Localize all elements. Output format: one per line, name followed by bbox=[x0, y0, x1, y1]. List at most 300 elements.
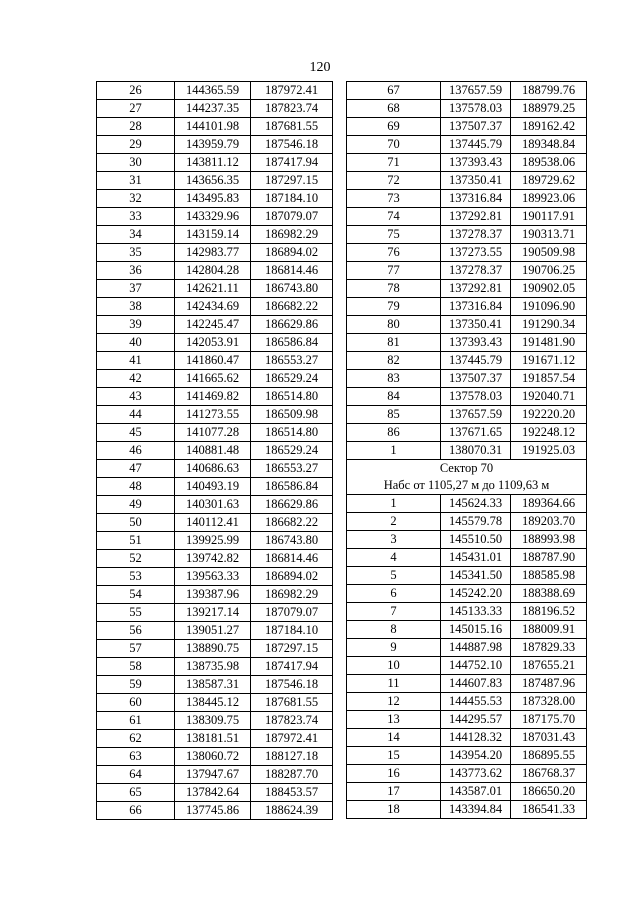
point-number-cell: 58 bbox=[97, 658, 175, 676]
coordinates-table-right bbox=[346, 81, 587, 819]
x-coordinate-cell: 137292.81 bbox=[441, 208, 511, 226]
y-coordinate-cell: 186529.24 bbox=[251, 442, 333, 460]
y-coordinate-cell: 187031.43 bbox=[511, 729, 587, 747]
y-coordinate-cell: 187829.33 bbox=[511, 639, 587, 657]
x-coordinate-cell: 143811.12 bbox=[175, 154, 251, 172]
point-number-cell: 51 bbox=[97, 532, 175, 550]
x-coordinate-cell: 144887.98 bbox=[441, 639, 511, 657]
x-coordinate-cell: 143394.84 bbox=[441, 801, 511, 819]
point-number-cell: 76 bbox=[347, 244, 441, 262]
table-row bbox=[347, 406, 587, 424]
table-row bbox=[347, 118, 587, 136]
x-coordinate-cell: 138890.75 bbox=[175, 640, 251, 658]
point-number-cell: 66 bbox=[97, 802, 175, 820]
point-number-cell: 1 bbox=[347, 495, 441, 513]
x-coordinate-cell: 143587.01 bbox=[441, 783, 511, 801]
x-coordinate-cell: 142434.69 bbox=[175, 298, 251, 316]
table-row bbox=[347, 657, 587, 675]
point-number-cell: 15 bbox=[347, 747, 441, 765]
point-number-cell: 65 bbox=[97, 784, 175, 802]
table-row bbox=[347, 513, 587, 531]
table-row bbox=[347, 549, 587, 567]
point-number-cell: 77 bbox=[347, 262, 441, 280]
y-coordinate-cell: 189729.62 bbox=[511, 172, 587, 190]
sector-subheader-row bbox=[347, 477, 587, 495]
point-number-cell: 8 bbox=[347, 621, 441, 639]
x-coordinate-cell: 141860.47 bbox=[175, 352, 251, 370]
table-row bbox=[347, 244, 587, 262]
point-number-cell: 9 bbox=[347, 639, 441, 657]
x-coordinate-cell: 137842.64 bbox=[175, 784, 251, 802]
point-number-cell: 35 bbox=[97, 244, 175, 262]
point-number-cell: 48 bbox=[97, 478, 175, 496]
table-row bbox=[347, 316, 587, 334]
table-row bbox=[97, 784, 333, 802]
x-coordinate-cell: 143159.14 bbox=[175, 226, 251, 244]
table-row bbox=[97, 298, 333, 316]
y-coordinate-cell: 187681.55 bbox=[251, 118, 333, 136]
y-coordinate-cell: 187417.94 bbox=[251, 658, 333, 676]
y-coordinate-cell: 187079.07 bbox=[251, 208, 333, 226]
point-number-cell: 6 bbox=[347, 585, 441, 603]
table-row bbox=[347, 388, 587, 406]
point-number-cell: 2 bbox=[347, 513, 441, 531]
point-number-cell: 68 bbox=[347, 100, 441, 118]
x-coordinate-cell: 144237.35 bbox=[175, 100, 251, 118]
point-number-cell: 36 bbox=[97, 262, 175, 280]
table-row bbox=[347, 298, 587, 316]
table-row bbox=[97, 190, 333, 208]
table-row bbox=[97, 586, 333, 604]
x-coordinate-cell: 138070.31 bbox=[441, 442, 511, 460]
x-coordinate-cell: 138587.31 bbox=[175, 676, 251, 694]
table-row bbox=[347, 208, 587, 226]
y-coordinate-cell: 186514.80 bbox=[251, 388, 333, 406]
y-coordinate-cell: 188993.98 bbox=[511, 531, 587, 549]
x-coordinate-cell: 144295.57 bbox=[441, 711, 511, 729]
point-number-cell: 17 bbox=[347, 783, 441, 801]
table-row bbox=[97, 694, 333, 712]
y-coordinate-cell: 186586.84 bbox=[251, 334, 333, 352]
sector-subtitle: Набс от 1105,27 м до 1109,63 м bbox=[347, 477, 587, 495]
y-coordinate-cell: 190117.91 bbox=[511, 208, 587, 226]
x-coordinate-cell: 137316.84 bbox=[441, 190, 511, 208]
point-number-cell: 29 bbox=[97, 136, 175, 154]
y-coordinate-cell: 188127.18 bbox=[251, 748, 333, 766]
y-coordinate-cell: 190509.98 bbox=[511, 244, 587, 262]
y-coordinate-cell: 187546.18 bbox=[251, 676, 333, 694]
point-number-cell: 1 bbox=[347, 442, 441, 460]
table-row bbox=[97, 802, 333, 820]
x-coordinate-cell: 137445.79 bbox=[441, 136, 511, 154]
x-coordinate-cell: 140493.19 bbox=[175, 478, 251, 496]
x-coordinate-cell: 140112.41 bbox=[175, 514, 251, 532]
table-row bbox=[97, 388, 333, 406]
coordinates-table-right-body-bottom bbox=[347, 495, 587, 819]
x-coordinate-cell: 137507.37 bbox=[441, 118, 511, 136]
x-coordinate-cell: 144101.98 bbox=[175, 118, 251, 136]
y-coordinate-cell: 187417.94 bbox=[251, 154, 333, 172]
y-coordinate-cell: 188388.69 bbox=[511, 585, 587, 603]
table-row bbox=[347, 280, 587, 298]
y-coordinate-cell: 188979.25 bbox=[511, 100, 587, 118]
table-row bbox=[97, 748, 333, 766]
y-coordinate-cell: 188799.76 bbox=[511, 82, 587, 100]
table-row bbox=[97, 82, 333, 100]
y-coordinate-cell: 188787.90 bbox=[511, 549, 587, 567]
point-number-cell: 42 bbox=[97, 370, 175, 388]
y-coordinate-cell: 187487.96 bbox=[511, 675, 587, 693]
table-row bbox=[97, 766, 333, 784]
x-coordinate-cell: 137657.59 bbox=[441, 82, 511, 100]
point-number-cell: 84 bbox=[347, 388, 441, 406]
point-number-cell: 39 bbox=[97, 316, 175, 334]
y-coordinate-cell: 191096.90 bbox=[511, 298, 587, 316]
y-coordinate-cell: 186768.37 bbox=[511, 765, 587, 783]
x-coordinate-cell: 139563.33 bbox=[175, 568, 251, 586]
y-coordinate-cell: 186814.46 bbox=[251, 262, 333, 280]
point-number-cell: 63 bbox=[97, 748, 175, 766]
table-row bbox=[347, 82, 587, 100]
point-number-cell: 44 bbox=[97, 406, 175, 424]
table-row bbox=[97, 550, 333, 568]
point-number-cell: 61 bbox=[97, 712, 175, 730]
y-coordinate-cell: 187972.41 bbox=[251, 82, 333, 100]
point-number-cell: 81 bbox=[347, 334, 441, 352]
x-coordinate-cell: 137393.43 bbox=[441, 154, 511, 172]
table-row bbox=[97, 712, 333, 730]
x-coordinate-cell: 137657.59 bbox=[441, 406, 511, 424]
point-number-cell: 43 bbox=[97, 388, 175, 406]
y-coordinate-cell: 188196.52 bbox=[511, 603, 587, 621]
y-coordinate-cell: 187297.15 bbox=[251, 172, 333, 190]
x-coordinate-cell: 144455.53 bbox=[441, 693, 511, 711]
y-coordinate-cell: 188287.70 bbox=[251, 766, 333, 784]
table-row bbox=[97, 208, 333, 226]
y-coordinate-cell: 192248.12 bbox=[511, 424, 587, 442]
y-coordinate-cell: 187079.07 bbox=[251, 604, 333, 622]
point-number-cell: 82 bbox=[347, 352, 441, 370]
x-coordinate-cell: 139925.99 bbox=[175, 532, 251, 550]
table-row bbox=[97, 532, 333, 550]
table-row bbox=[97, 118, 333, 136]
coordinates-table-left bbox=[96, 81, 333, 820]
x-coordinate-cell: 138445.12 bbox=[175, 694, 251, 712]
y-coordinate-cell: 189348.84 bbox=[511, 136, 587, 154]
y-coordinate-cell: 191290.34 bbox=[511, 316, 587, 334]
sector-header bbox=[347, 460, 587, 495]
y-coordinate-cell: 187184.10 bbox=[251, 622, 333, 640]
y-coordinate-cell: 190313.71 bbox=[511, 226, 587, 244]
table-row bbox=[347, 621, 587, 639]
x-coordinate-cell: 141077.28 bbox=[175, 424, 251, 442]
point-number-cell: 86 bbox=[347, 424, 441, 442]
table-row bbox=[347, 639, 587, 657]
point-number-cell: 55 bbox=[97, 604, 175, 622]
point-number-cell: 28 bbox=[97, 118, 175, 136]
table-row bbox=[347, 711, 587, 729]
table-row bbox=[97, 496, 333, 514]
x-coordinate-cell: 137316.84 bbox=[441, 298, 511, 316]
point-number-cell: 27 bbox=[97, 100, 175, 118]
y-coordinate-cell: 190706.25 bbox=[511, 262, 587, 280]
y-coordinate-cell: 187655.21 bbox=[511, 657, 587, 675]
y-coordinate-cell: 189364.66 bbox=[511, 495, 587, 513]
table-row bbox=[347, 567, 587, 585]
y-coordinate-cell: 186682.22 bbox=[251, 514, 333, 532]
x-coordinate-cell: 137292.81 bbox=[441, 280, 511, 298]
y-coordinate-cell: 187823.74 bbox=[251, 100, 333, 118]
point-number-cell: 50 bbox=[97, 514, 175, 532]
point-number-cell: 18 bbox=[347, 801, 441, 819]
x-coordinate-cell: 137947.67 bbox=[175, 766, 251, 784]
x-coordinate-cell: 137278.37 bbox=[441, 262, 511, 280]
point-number-cell: 46 bbox=[97, 442, 175, 460]
y-coordinate-cell: 186650.20 bbox=[511, 783, 587, 801]
x-coordinate-cell: 137350.41 bbox=[441, 172, 511, 190]
point-number-cell: 12 bbox=[347, 693, 441, 711]
table-row bbox=[347, 226, 587, 244]
table-row bbox=[97, 406, 333, 424]
y-coordinate-cell: 186894.02 bbox=[251, 568, 333, 586]
point-number-cell: 7 bbox=[347, 603, 441, 621]
x-coordinate-cell: 141665.62 bbox=[175, 370, 251, 388]
point-number-cell: 78 bbox=[347, 280, 441, 298]
table-row bbox=[97, 424, 333, 442]
table-row bbox=[97, 262, 333, 280]
x-coordinate-cell: 140881.48 bbox=[175, 442, 251, 460]
x-coordinate-cell: 143959.79 bbox=[175, 136, 251, 154]
table-row bbox=[347, 585, 587, 603]
table-row bbox=[97, 136, 333, 154]
point-number-cell: 74 bbox=[347, 208, 441, 226]
point-number-cell: 38 bbox=[97, 298, 175, 316]
x-coordinate-cell: 143495.83 bbox=[175, 190, 251, 208]
x-coordinate-cell: 138181.51 bbox=[175, 730, 251, 748]
table-row bbox=[347, 352, 587, 370]
x-coordinate-cell: 137350.41 bbox=[441, 316, 511, 334]
point-number-cell: 60 bbox=[97, 694, 175, 712]
table-row bbox=[347, 172, 587, 190]
x-coordinate-cell: 142245.47 bbox=[175, 316, 251, 334]
y-coordinate-cell: 189203.70 bbox=[511, 513, 587, 531]
y-coordinate-cell: 186814.46 bbox=[251, 550, 333, 568]
table-row bbox=[97, 676, 333, 694]
point-number-cell: 45 bbox=[97, 424, 175, 442]
point-number-cell: 30 bbox=[97, 154, 175, 172]
x-coordinate-cell: 137671.65 bbox=[441, 424, 511, 442]
point-number-cell: 70 bbox=[347, 136, 441, 154]
x-coordinate-cell: 139217.14 bbox=[175, 604, 251, 622]
y-coordinate-cell: 191925.03 bbox=[511, 442, 587, 460]
x-coordinate-cell: 144607.83 bbox=[441, 675, 511, 693]
point-number-cell: 11 bbox=[347, 675, 441, 693]
table-row bbox=[97, 154, 333, 172]
x-coordinate-cell: 144752.10 bbox=[441, 657, 511, 675]
point-number-cell: 16 bbox=[347, 765, 441, 783]
x-coordinate-cell: 142804.28 bbox=[175, 262, 251, 280]
table-row bbox=[97, 100, 333, 118]
point-number-cell: 53 bbox=[97, 568, 175, 586]
x-coordinate-cell: 144128.32 bbox=[441, 729, 511, 747]
point-number-cell: 56 bbox=[97, 622, 175, 640]
table-row bbox=[97, 352, 333, 370]
point-number-cell: 13 bbox=[347, 711, 441, 729]
table-row bbox=[97, 640, 333, 658]
x-coordinate-cell: 144365.59 bbox=[175, 82, 251, 100]
table-row bbox=[347, 765, 587, 783]
table-row bbox=[347, 495, 587, 513]
x-coordinate-cell: 141273.55 bbox=[175, 406, 251, 424]
x-coordinate-cell: 137578.03 bbox=[441, 388, 511, 406]
table-row bbox=[97, 658, 333, 676]
table-row bbox=[347, 531, 587, 549]
x-coordinate-cell: 140686.63 bbox=[175, 460, 251, 478]
x-coordinate-cell: 137745.86 bbox=[175, 802, 251, 820]
table-row bbox=[97, 568, 333, 586]
point-number-cell: 75 bbox=[347, 226, 441, 244]
x-coordinate-cell: 142621.11 bbox=[175, 280, 251, 298]
x-coordinate-cell: 145510.50 bbox=[441, 531, 511, 549]
x-coordinate-cell: 142983.77 bbox=[175, 244, 251, 262]
table-row bbox=[347, 334, 587, 352]
point-number-cell: 57 bbox=[97, 640, 175, 658]
x-coordinate-cell: 137273.55 bbox=[441, 244, 511, 262]
table-row bbox=[347, 783, 587, 801]
table-row bbox=[97, 280, 333, 298]
point-number-cell: 10 bbox=[347, 657, 441, 675]
point-number-cell: 49 bbox=[97, 496, 175, 514]
table-row bbox=[97, 334, 333, 352]
y-coordinate-cell: 188624.39 bbox=[251, 802, 333, 820]
point-number-cell: 85 bbox=[347, 406, 441, 424]
table-row bbox=[347, 693, 587, 711]
y-coordinate-cell: 186514.80 bbox=[251, 424, 333, 442]
point-number-cell: 4 bbox=[347, 549, 441, 567]
table-row bbox=[347, 747, 587, 765]
x-coordinate-cell: 145015.16 bbox=[441, 621, 511, 639]
x-coordinate-cell: 145242.20 bbox=[441, 585, 511, 603]
point-number-cell: 40 bbox=[97, 334, 175, 352]
point-number-cell: 47 bbox=[97, 460, 175, 478]
point-number-cell: 64 bbox=[97, 766, 175, 784]
table-row bbox=[97, 478, 333, 496]
table-row bbox=[347, 603, 587, 621]
y-coordinate-cell: 191481.90 bbox=[511, 334, 587, 352]
y-coordinate-cell: 186541.33 bbox=[511, 801, 587, 819]
x-coordinate-cell: 141469.82 bbox=[175, 388, 251, 406]
x-coordinate-cell: 139742.82 bbox=[175, 550, 251, 568]
y-coordinate-cell: 192220.20 bbox=[511, 406, 587, 424]
x-coordinate-cell: 142053.91 bbox=[175, 334, 251, 352]
y-coordinate-cell: 187328.00 bbox=[511, 693, 587, 711]
table-row bbox=[347, 136, 587, 154]
x-coordinate-cell: 139051.27 bbox=[175, 622, 251, 640]
coordinates-table-left-body bbox=[97, 82, 333, 820]
coordinates-table-right-body-top bbox=[347, 82, 587, 460]
table-row bbox=[347, 100, 587, 118]
y-coordinate-cell: 187297.15 bbox=[251, 640, 333, 658]
y-coordinate-cell: 187681.55 bbox=[251, 694, 333, 712]
point-number-cell: 83 bbox=[347, 370, 441, 388]
table-row bbox=[97, 460, 333, 478]
x-coordinate-cell: 138735.98 bbox=[175, 658, 251, 676]
point-number-cell: 69 bbox=[347, 118, 441, 136]
y-coordinate-cell: 191671.12 bbox=[511, 352, 587, 370]
table-row bbox=[97, 226, 333, 244]
y-coordinate-cell: 186553.27 bbox=[251, 460, 333, 478]
x-coordinate-cell: 143656.35 bbox=[175, 172, 251, 190]
x-coordinate-cell: 145431.01 bbox=[441, 549, 511, 567]
point-number-cell: 5 bbox=[347, 567, 441, 585]
table-row bbox=[97, 730, 333, 748]
point-number-cell: 14 bbox=[347, 729, 441, 747]
table-row bbox=[97, 316, 333, 334]
x-coordinate-cell: 145341.50 bbox=[441, 567, 511, 585]
table-row bbox=[347, 801, 587, 819]
y-coordinate-cell: 186629.86 bbox=[251, 496, 333, 514]
y-coordinate-cell: 186509.98 bbox=[251, 406, 333, 424]
table-row bbox=[97, 172, 333, 190]
y-coordinate-cell: 189162.42 bbox=[511, 118, 587, 136]
point-number-cell: 26 bbox=[97, 82, 175, 100]
table-row bbox=[347, 190, 587, 208]
table-row bbox=[347, 262, 587, 280]
y-coordinate-cell: 188009.91 bbox=[511, 621, 587, 639]
point-number-cell: 73 bbox=[347, 190, 441, 208]
x-coordinate-cell: 139387.96 bbox=[175, 586, 251, 604]
page-number: 120 bbox=[309, 60, 331, 75]
x-coordinate-cell: 137393.43 bbox=[441, 334, 511, 352]
table-row bbox=[347, 424, 587, 442]
x-coordinate-cell: 137578.03 bbox=[441, 100, 511, 118]
y-coordinate-cell: 186743.80 bbox=[251, 532, 333, 550]
table-row bbox=[97, 442, 333, 460]
y-coordinate-cell: 188453.57 bbox=[251, 784, 333, 802]
x-coordinate-cell: 140301.63 bbox=[175, 496, 251, 514]
y-coordinate-cell: 186529.24 bbox=[251, 370, 333, 388]
x-coordinate-cell: 138060.72 bbox=[175, 748, 251, 766]
table-row bbox=[97, 514, 333, 532]
sector-header-row bbox=[347, 460, 587, 478]
point-number-cell: 80 bbox=[347, 316, 441, 334]
point-number-cell: 34 bbox=[97, 226, 175, 244]
y-coordinate-cell: 189538.06 bbox=[511, 154, 587, 172]
y-coordinate-cell: 186553.27 bbox=[251, 352, 333, 370]
point-number-cell: 37 bbox=[97, 280, 175, 298]
y-coordinate-cell: 186895.55 bbox=[511, 747, 587, 765]
point-number-cell: 3 bbox=[347, 531, 441, 549]
point-number-cell: 52 bbox=[97, 550, 175, 568]
y-coordinate-cell: 187546.18 bbox=[251, 136, 333, 154]
table-row bbox=[347, 154, 587, 172]
table-row bbox=[347, 675, 587, 693]
x-coordinate-cell: 137278.37 bbox=[441, 226, 511, 244]
x-coordinate-cell: 138309.75 bbox=[175, 712, 251, 730]
y-coordinate-cell: 192040.71 bbox=[511, 388, 587, 406]
point-number-cell: 41 bbox=[97, 352, 175, 370]
y-coordinate-cell: 189923.06 bbox=[511, 190, 587, 208]
point-number-cell: 33 bbox=[97, 208, 175, 226]
table-row bbox=[347, 729, 587, 747]
y-coordinate-cell: 191857.54 bbox=[511, 370, 587, 388]
y-coordinate-cell: 186894.02 bbox=[251, 244, 333, 262]
y-coordinate-cell: 186682.22 bbox=[251, 298, 333, 316]
y-coordinate-cell: 186982.29 bbox=[251, 226, 333, 244]
x-coordinate-cell: 143329.96 bbox=[175, 208, 251, 226]
point-number-cell: 31 bbox=[97, 172, 175, 190]
x-coordinate-cell: 137507.37 bbox=[441, 370, 511, 388]
